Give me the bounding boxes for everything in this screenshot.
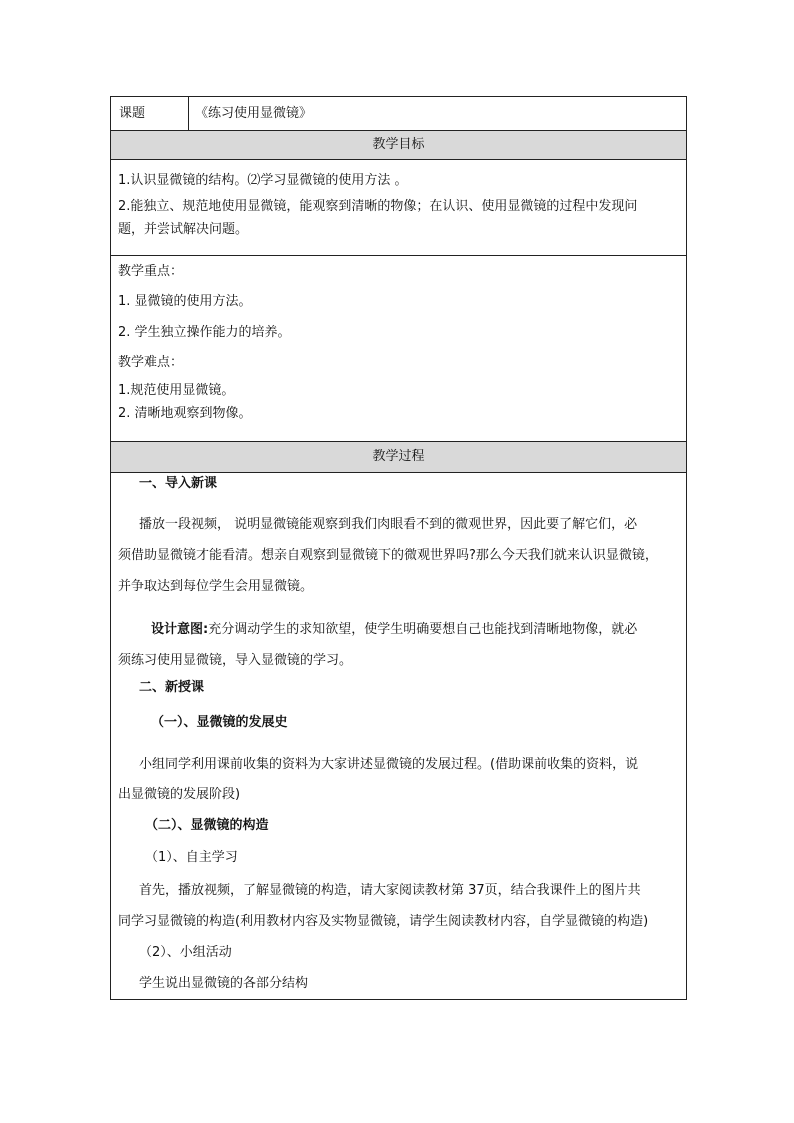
design-intent-label: 设计意图:	[151, 622, 209, 637]
design-intent-line-1	[151, 622, 637, 638]
design-intent-line-2: 须练习使用显微镜，导入显微镜的学习。	[118, 653, 353, 668]
subsection-1-title: （一）、显微镜的发展史	[151, 715, 288, 730]
goals-section	[111, 160, 686, 256]
goal-item-2-line-2: 题，并尝试解决问题。	[118, 222, 249, 237]
lesson-plan-table	[110, 96, 687, 1000]
difficulty-1: 1.规范使用显微镜。	[118, 383, 235, 398]
section-1-paragraph-line-1: 播放一段视频， 说明显微镜能观察到我们肉眼看不到的微观世界，因此要了解它们，必	[139, 517, 638, 532]
step-2-title: （2）、小组活动	[139, 945, 232, 960]
title-row	[111, 97, 686, 131]
step-1-line-1: 首先，播放视频，了解显微镜的构造，请大家阅读教材第 37页，结合我课件上的图片共	[139, 883, 641, 898]
difficulties-heading: 教学难点：	[118, 355, 184, 370]
section-1-paragraph-line-2: 须借助显微镜才能看清。想亲自观察到显微镜下的微观世界吗?那么今天我们就来认识显微镜，	[118, 548, 658, 563]
key-points-heading: 教学重点：	[118, 264, 184, 279]
step-1-title: （1）、自主学习	[145, 850, 238, 865]
difficulty-2: 2. 清晰地观察到物像。	[118, 406, 252, 421]
subsection-2-title: （二）、显微镜的构造	[145, 818, 269, 833]
goals-heading: 教学目标	[111, 131, 686, 160]
step-2-line-1: 学生说出显微镜的各部分结构	[139, 976, 309, 991]
section-1-paragraph-line-3: 并争取达到每位学生会用显微镜。	[118, 579, 314, 594]
title-label: 课题	[111, 97, 189, 130]
subsection-1-line-1: 小组同学利用课前收集的资料为大家讲述显微镜的发展过程。(借助课前收集的资料，说	[139, 757, 639, 772]
key-point-1: 1. 显微镜的使用方法。	[118, 294, 252, 309]
key-point-2: 2. 学生独立操作能力的培养。	[118, 325, 291, 340]
process-section	[111, 473, 686, 999]
design-intent-text: 充分调动学生的求知欲望，使学生明确要想自己也能找到清晰地物像，就必	[208, 622, 638, 637]
goal-item-1: 1.认识显微镜的结构。⑵学习显微镜的使用方法 。	[118, 173, 408, 188]
subsection-1-line-2: 出显微镜的发展阶段)	[118, 787, 241, 802]
lesson-title: 《练习使用显微镜》	[195, 106, 313, 121]
section-1-title: 一、导入新课	[139, 476, 218, 491]
section-2-title: 二、新授课	[139, 680, 205, 695]
focus-section	[111, 256, 686, 442]
step-1-line-2: 同学习显微镜的构造(利用教材内容及实物显微镜，请学生阅读教材内容，自学显微镜的构造)	[118, 914, 649, 929]
goal-item-2-line-1: 2.能独立、规范地使用显微镜，能观察到清晰的物像；在认识、使用显微镜的过程中发现问	[118, 199, 638, 214]
process-heading: 教学过程	[111, 442, 686, 473]
